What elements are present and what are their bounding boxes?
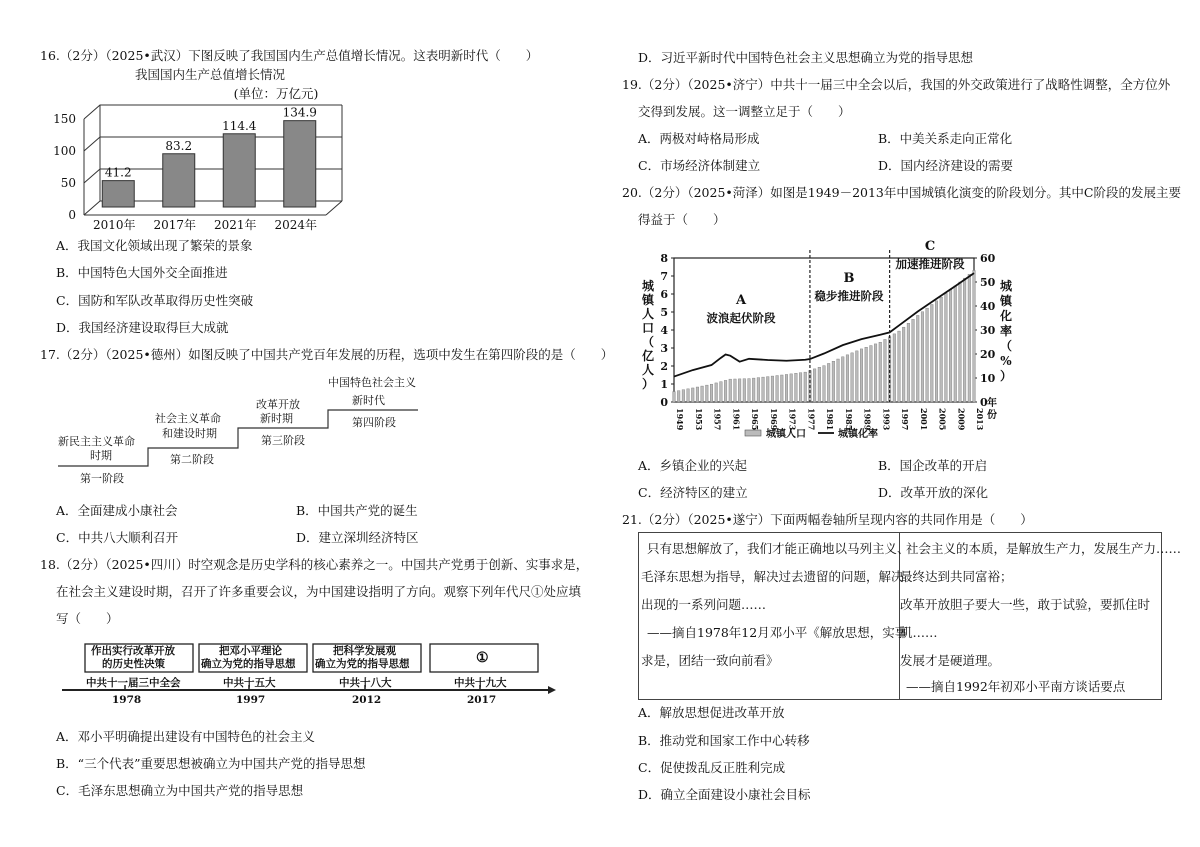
urban-legend-line-label: 城镇化率 [838, 429, 878, 440]
urban-right-tick-label: 30 [980, 324, 996, 337]
urban-left-tick-label: 5 [660, 306, 668, 319]
timeline-box2-line1: 把邓小平理论 [219, 645, 282, 657]
urban-left-tick-label: 0 [660, 396, 668, 409]
urban-population-bar [884, 339, 887, 402]
timeline-box2-line2: 确立为党的指导思想 [201, 658, 296, 670]
urban-x-tick-label: 1949 [675, 408, 685, 431]
urban-x-tick-label: 1961 [731, 408, 742, 431]
urban-population-bar [795, 373, 798, 402]
urban-left-tick-label: 8 [660, 252, 668, 265]
urban-right-axis-title-char: 镇 [999, 294, 1013, 308]
gdp-ytick-label: 150 [53, 112, 76, 126]
urban-population-bar [720, 382, 723, 402]
urban-left-tick-label: 6 [660, 288, 668, 301]
q17-option-b[interactable]: B．中国共产党的诞生 [296, 503, 418, 518]
urban-left-axis-title-char: 口 [641, 321, 655, 335]
urban-right-tick-label: 0 [980, 396, 988, 409]
gdp-chart-unit: (单位：万亿元) [233, 86, 319, 101]
stage3-title2: 新时期 [260, 412, 293, 425]
urban-population-bar [912, 319, 915, 402]
urban-population-bar [874, 344, 877, 402]
urban-right-tick-label: 50 [980, 276, 996, 289]
urban-population-bar [766, 377, 769, 402]
urban-population-bar [762, 377, 765, 402]
urban-population-bar [832, 361, 835, 402]
stage3-title: 改革开放 [256, 398, 300, 411]
timeline-box1-line2: 的历史性决策 [102, 658, 165, 670]
timeline-box3-line2: 确立为党的指导思想 [315, 658, 410, 670]
urban-population-bar [706, 385, 709, 402]
q17-option-c[interactable]: C．中共八大顺利召开 [56, 530, 179, 545]
urban-x-unit-char: 年 [987, 398, 997, 409]
gdp-chart-title: 我国国内生产总值增长情况 [134, 67, 286, 82]
scroll-table [638, 532, 1182, 700]
urban-stage-name: 稳步推进阶段 [814, 289, 884, 303]
urban-population-bar [687, 389, 690, 402]
urban-left-tick-label: 3 [660, 342, 668, 355]
stage1-title: 新民主主义革命 [58, 435, 135, 448]
urban-right-axis-title-char: 城 [999, 279, 1013, 293]
urban-right-tick-label: 10 [980, 372, 996, 385]
urban-left-tick-label: 1 [660, 378, 668, 391]
gdp-ytick-label: 0 [68, 208, 76, 222]
urban-x-tick-label: 1977 [806, 408, 817, 431]
urban-population-bar [968, 274, 971, 402]
timeline-year3: 2012 [352, 694, 382, 706]
gdp-category-label: 2010年 [92, 218, 136, 232]
urban-stage-name: 波浪起伏阶段 [706, 311, 776, 325]
scroll-right-line1: 社会主义的本质，是解放生产力，发展生产力…… [906, 541, 1182, 556]
urban-population-bar [926, 308, 929, 402]
urban-population-bar [752, 378, 755, 402]
urban-right-axis-title-char: % [1000, 354, 1012, 368]
q19-option-d[interactable]: D．国内经济建设的需要 [878, 158, 1014, 173]
urban-population-bar [860, 349, 863, 402]
urban-left-axis-title-char: 人 [641, 363, 655, 377]
timeline-year4: 2017 [467, 694, 497, 706]
q17-option-a[interactable]: A．全面建成小康社会 [56, 503, 178, 518]
stage2-title: 社会主义革命 [155, 412, 221, 425]
urban-x-tick-label: 1989 [862, 408, 873, 431]
urban-right-axis-title-char: ） [999, 369, 1013, 383]
urban-right-tick-label: 60 [980, 252, 996, 265]
urban-population-bar [865, 347, 868, 402]
q21-option-c[interactable]: C．促使拨乱反正胜利完成 [638, 760, 786, 775]
urban-population-bar [682, 390, 685, 402]
urban-left-tick-label: 7 [660, 270, 668, 283]
urban-population-bar [902, 327, 905, 402]
urban-population-bar [856, 351, 859, 402]
timeline-year2: 1997 [236, 694, 266, 706]
urban-left-axis-title-char: 人 [641, 307, 655, 321]
gdp-value-label: 114.4 [222, 118, 257, 133]
scroll-right [900, 533, 1182, 699]
urban-left-axis-title-char: 亿 [641, 349, 655, 363]
scroll-right-line4: 机…… [900, 625, 938, 640]
q17-option-d[interactable]: D．建立深圳经济特区 [296, 530, 419, 545]
q16-option-c[interactable]: C．国防和军队改革取得历史性突破 [56, 293, 254, 308]
scroll-left [639, 533, 910, 699]
urban-x-tick-label: 1997 [900, 408, 910, 431]
urban-population-bar [743, 379, 746, 402]
urban-population-bar [879, 342, 882, 402]
gdp-value-label: 83.2 [165, 138, 193, 153]
urban-legend-bar-label: 城镇人口 [766, 429, 806, 440]
urban-population-bar [696, 387, 699, 402]
q20-stem-line2: 得益于（ ） [638, 212, 726, 227]
q19-option-c[interactable]: C．市场经济体制建立 [638, 158, 761, 173]
urban-population-bar [827, 363, 830, 402]
urban-x-tick-label: 1993 [881, 408, 892, 431]
q21-option-b[interactable]: B．推动党和国家工作中心转移 [638, 733, 810, 748]
urban-population-bar [799, 373, 802, 402]
urban-x-tick-label: 1965 [750, 408, 760, 431]
q17-stem: 17.（2分）（2025•德州）如图反映了中国共产党百年发展的历程，选项中发生在第四阶段的是（ ） [40, 347, 614, 362]
scroll-left-line4: ——摘自1978年12月邓小平《解放思想，实事 [647, 625, 908, 640]
urban-population-bar [701, 386, 704, 402]
q19-stem-line2: 交得到发展。这一调整立足于（ ） [638, 104, 851, 119]
urban-population-bar [738, 379, 741, 402]
urban-population-bar [949, 290, 952, 402]
urban-x-tick-label: 1969 [768, 408, 779, 431]
urban-population-bar [973, 270, 976, 402]
urban-population-bar [837, 359, 840, 402]
urban-left-axis-title-char: （ [641, 335, 655, 349]
urban-population-bar [870, 346, 873, 402]
urban-population-bar [748, 379, 751, 402]
q19-option-b[interactable]: B．中美关系走向正常化 [878, 131, 1013, 146]
urban-right-axis-title-char: 率 [999, 324, 1013, 338]
stage3-label: 第三阶段 [261, 434, 305, 447]
gdp-category-label: 2021年 [213, 218, 257, 232]
q21-option-d[interactable]: D．确立全面建设小康社会目标 [638, 787, 811, 802]
urban-x-tick-label: 2001 [918, 408, 929, 431]
q20-option-a[interactable]: A．乡镇企业的兴起 [638, 458, 748, 473]
timeline-box3-line1: 把科学发展观 [333, 645, 396, 657]
q16-option-b[interactable]: B．中国特色大国外交全面推进 [56, 265, 228, 280]
q18-option-d[interactable]: D．习近平新时代中国特色社会主义思想确立为党的指导思想 [638, 50, 974, 65]
urban-stage-letter: A [735, 293, 747, 308]
scroll-right-line6: ——摘自1992年初邓小平南方谈话要点 [906, 679, 1126, 694]
q16-stem: 16.（2分）（2025•武汉）下图反映了我国国内生产总值增长情况。这表明新时代（ ） [40, 48, 539, 63]
urban-population-bar [907, 323, 910, 402]
scroll-right-line2: 最终达到共同富裕； [900, 569, 1013, 584]
urban-population-bar [898, 331, 901, 402]
stage4-label: 第四阶段 [352, 416, 396, 429]
urban-population-bar [677, 391, 680, 402]
q20-option-d[interactable]: D．改革开放的深化 [878, 485, 989, 500]
urban-population-bar [945, 293, 948, 402]
urban-population-bar [804, 372, 807, 402]
urban-x-unit-char: 份 [987, 410, 997, 421]
q16-option-d[interactable]: D．我国经济建设取得巨大成就 [56, 320, 229, 335]
urban-right-axis-title-char: 化 [999, 309, 1013, 323]
urban-population-bar [715, 383, 718, 402]
urban-population-bar [916, 315, 919, 402]
stage1-label: 第一阶段 [80, 472, 124, 485]
stage2-label: 第二阶段 [170, 453, 214, 466]
gdp-category-label: 2024年 [274, 218, 318, 232]
urban-population-bar [813, 369, 816, 402]
gdp-ytick-label: 50 [60, 176, 76, 190]
urban-x-tick-label: 2005 [937, 408, 948, 431]
scroll-right-line3: 改革开放胆子要大一些，敢于试验，要抓住时 [900, 597, 1151, 612]
q18-stem-line3: 写（ ） [56, 611, 119, 626]
urban-population-bar [734, 379, 737, 402]
urban-population-bar [954, 286, 957, 402]
urban-population-bar [771, 376, 774, 402]
gdp-value-label: 134.9 [282, 105, 317, 120]
urban-left-axis-title-char: 镇 [641, 293, 655, 307]
urban-left-axis-title-char: ） [641, 377, 655, 391]
q20-option-b[interactable]: B．国企改革的开启 [878, 458, 988, 473]
urban-population-bar [921, 312, 924, 402]
timeline-box4-blank: ① [476, 650, 489, 666]
urban-x-tick-label: 1985 [843, 408, 854, 431]
urban-population-bar [781, 375, 784, 402]
q18-option-b[interactable]: B．“三个代表”重要思想被确立为中国共产党的指导思想 [56, 756, 366, 771]
stage2-title2: 和建设时期 [162, 427, 217, 440]
urban-population-bar [790, 374, 793, 402]
urban-x-tick-label: 1981 [825, 408, 835, 431]
urban-x-tick-label: 1953 [693, 408, 704, 431]
gdp-value-label: 41.2 [104, 165, 132, 180]
timeline-meeting2: 中共十五大 [223, 677, 276, 689]
urban-x-tick-label: 2009 [956, 408, 967, 431]
urban-population-bar [846, 355, 849, 402]
urban-population-bar [940, 297, 943, 402]
urban-right-tick-label: 20 [980, 348, 996, 361]
gdp-category-label: 2017年 [153, 218, 197, 232]
timeline-meeting3: 中共十八大 [339, 677, 392, 689]
urban-population-bar [818, 367, 821, 402]
urban-stage-name: 加速推进阶段 [895, 257, 965, 271]
timeline-meeting4: 中共十九大 [454, 677, 507, 689]
urban-stage-letter: C [924, 239, 936, 254]
q16-option-a[interactable]: A．我国文化领域出现了繁荣的景象 [56, 238, 253, 253]
urban-population-bar [931, 304, 934, 402]
gdp-ytick-label: 100 [53, 144, 76, 158]
scroll-left-line5: 求是，团结一致向前看》 [641, 653, 779, 668]
urban-population-bar [757, 378, 760, 402]
stage4-title: 中国特色社会主义 [328, 376, 416, 389]
timeline-year1: 1978 [112, 694, 142, 706]
q19-stem-line1: 19.（2分）（2025•济宁）中共十一届三中全会以后，我国的外交政策进行了战略性调整，全方位外 [622, 77, 1171, 92]
urban-population-bar [893, 334, 896, 402]
urban-right-tick-label: 40 [980, 300, 996, 313]
stage4-title2: 新时代 [352, 394, 385, 407]
urban-population-bar [724, 380, 727, 402]
urban-population-bar [963, 278, 966, 402]
urban-x-tick-label: 1973 [787, 408, 798, 431]
urban-population-bar [673, 392, 676, 402]
scroll-left-line3: 出现的一系列问题…… [641, 597, 767, 612]
q19-option-a[interactable]: A．两极对峙格局形成 [638, 131, 760, 146]
urban-legend-bar-swatch [745, 430, 761, 436]
urban-left-tick-label: 2 [660, 360, 668, 373]
timeline-box1-line1: 作出实行改革开放 [91, 645, 175, 657]
stage1-title2: 时期 [90, 449, 112, 462]
q21-stem: 21.（2分）（2025•遂宁）下面两幅卷轴所呈现内容的共同作用是（ ） [622, 512, 1033, 527]
urban-population-bar [851, 353, 854, 402]
urban-right-axis-title-char: （ [999, 339, 1013, 353]
urban-population-bar [691, 388, 694, 402]
q18-option-c[interactable]: C．毛泽东思想确立为中国共产党的指导思想 [56, 783, 304, 798]
q20-option-c[interactable]: C．经济特区的建立 [638, 485, 748, 500]
urban-x-tick-label: 1957 [712, 408, 723, 431]
q18-option-a[interactable]: A．邓小平明确提出建设有中国特色的社会主义 [56, 729, 316, 744]
urban-population-bar [785, 374, 788, 402]
scroll-left-line2: 毛泽东思想为指导，解决过去遗留的问题，解决 [641, 569, 904, 584]
urban-left-axis-title-char: 城 [641, 279, 655, 293]
q21-option-a[interactable]: A．解放思想促进改革开放 [638, 705, 785, 720]
q18-stem-line2: 在社会主义建设时期，召开了许多重要会议，为中国建设指明了方向。观察下列年代尺①处应填 [56, 584, 582, 599]
urban-x-tick-label: 2013 [975, 408, 985, 431]
scroll-left-line1: 只有思想解放了，我们才能正确地以马列主义、 [647, 541, 910, 556]
urban-population-bar [710, 384, 713, 402]
q20-stem-line1: 20.（2分）（2025•菏泽）如图是1949－2013年中国城镇化演变的阶段划分。其中C阶段的发展主要 [622, 185, 1181, 200]
urban-left-tick-label: 4 [660, 324, 668, 337]
urban-stage-letter: B [843, 271, 855, 286]
q18-stem-line1: 18.（2分）（2025•四川）时空观念是历史学科的核心素养之一。中国共产党勇于创新、实事求是， [40, 557, 589, 572]
scroll-right-line5: 发展才是硬道理。 [900, 653, 1001, 668]
urban-population-bar [823, 366, 826, 402]
urban-population-bar [959, 282, 962, 402]
urban-population-bar [841, 357, 844, 402]
urban-population-bar [729, 379, 732, 402]
urban-population-bar [776, 376, 779, 402]
urban-population-bar [935, 301, 938, 402]
timeline-meeting1: 中共十一届三中全会 [86, 677, 181, 689]
